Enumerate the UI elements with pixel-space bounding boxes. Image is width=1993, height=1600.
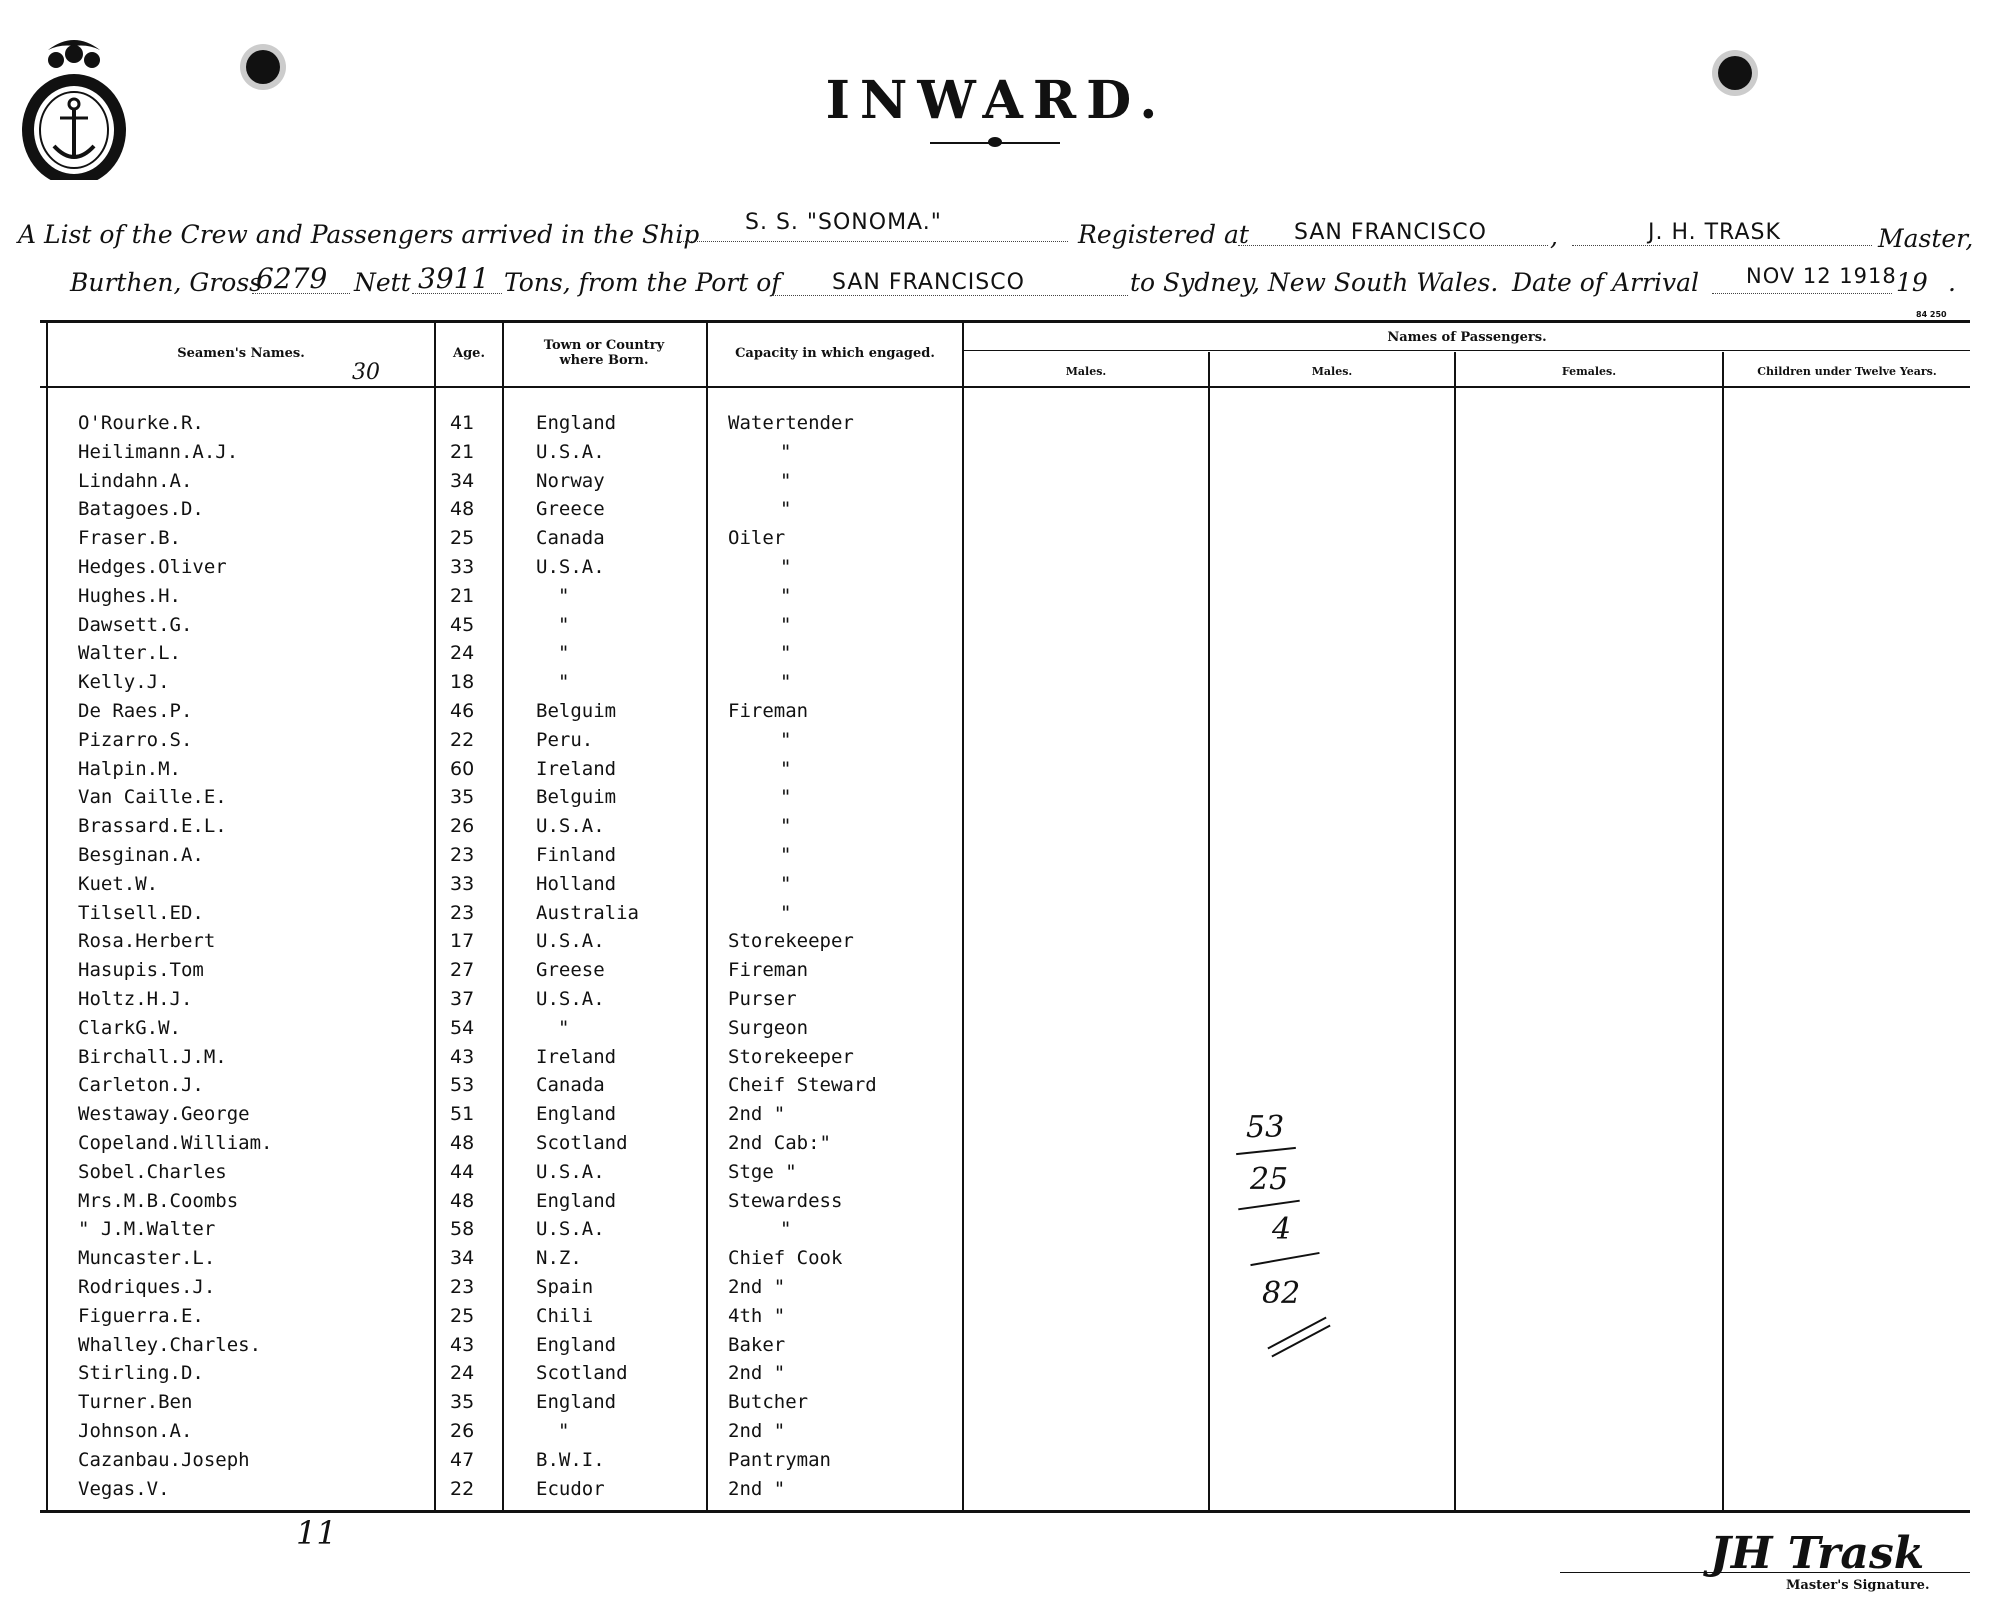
seaman-name: Heilimann.A.J.	[78, 441, 239, 463]
registered-label: Registered at	[1078, 220, 1249, 249]
seaman-birthplace: Belguim	[536, 786, 617, 808]
seaman-capacity: "	[780, 902, 792, 924]
seaman-capacity: 2nd "	[728, 1478, 786, 1500]
seaman-birthplace: U.S.A.	[536, 1218, 605, 1240]
seaman-age: 18	[450, 671, 475, 693]
col-head-age: Age.	[453, 346, 485, 361]
seaman-name: Halpin.M.	[78, 758, 181, 780]
seaman-age: 43	[450, 1046, 475, 1068]
col-rule-age	[434, 322, 436, 1512]
seaman-name: ClarkG.W.	[78, 1017, 181, 1039]
seaman-capacity: "	[780, 729, 792, 751]
seaman-birthplace: Scotland	[536, 1132, 628, 1154]
seaman-name: Johnson.A.	[78, 1420, 193, 1442]
seaman-birthplace: Ireland	[536, 1046, 617, 1068]
destination-label: to Sydney, New South Wales.	[1130, 268, 1499, 297]
seaman-capacity: Fireman	[728, 959, 809, 981]
seaman-age: 25	[450, 1305, 475, 1327]
form-title: INWARD.	[825, 70, 1168, 131]
seaman-capacity: Storekeeper	[728, 930, 854, 952]
seaman-birthplace: Holland	[536, 873, 617, 895]
comma: ,	[1550, 222, 1558, 251]
seaman-capacity: Surgeon	[728, 1017, 809, 1039]
tally-value-2: 25	[1250, 1162, 1289, 1197]
gross-tonnage: 6279	[256, 262, 328, 295]
seaman-name: Brassard.E.L.	[78, 815, 227, 837]
seaman-name: O'Rourke.R.	[78, 412, 204, 434]
seaman-name: " J.M.Walter	[78, 1218, 216, 1240]
seaman-age: 45	[450, 614, 475, 636]
seaman-birthplace: "	[558, 585, 570, 607]
seaman-capacity: "	[780, 873, 792, 895]
seaman-capacity: Baker	[728, 1334, 786, 1356]
seaman-capacity: 2nd "	[728, 1276, 786, 1298]
seaman-capacity: "	[780, 844, 792, 866]
seaman-capacity: 4th "	[728, 1305, 786, 1327]
seaman-name: Muncaster.L.	[78, 1247, 216, 1269]
seaman-capacity: "	[780, 498, 792, 520]
col-head-capacity: Capacity in which engaged.	[735, 346, 935, 361]
seaman-age: 58	[450, 1218, 475, 1240]
seaman-age: 35	[450, 1391, 475, 1413]
seaman-birthplace: U.S.A.	[536, 815, 605, 837]
seaman-age: 35	[450, 786, 475, 808]
seaman-capacity: Storekeeper	[728, 1046, 854, 1068]
col-rule-females	[1454, 352, 1456, 1512]
seaman-name: Batagoes.D.	[78, 498, 204, 520]
col-rule-males2	[1208, 352, 1210, 1512]
seaman-name: Vegas.V.	[78, 1478, 170, 1500]
nett-tonnage: 3911	[418, 262, 490, 295]
nett-label: Nett	[354, 268, 411, 297]
seaman-name: Pizarro.S.	[78, 729, 193, 751]
seaman-capacity: 2nd "	[728, 1362, 786, 1384]
seaman-capacity: 2nd "	[728, 1420, 786, 1442]
seaman-capacity: Watertender	[728, 412, 854, 434]
seaman-birthplace: U.S.A.	[536, 930, 605, 952]
seaman-age: 46	[450, 700, 475, 722]
seaman-name: Van Caille.E.	[78, 786, 227, 808]
seaman-name: Rosa.Herbert	[78, 930, 216, 952]
tons-label: Tons, from the Port of	[504, 268, 781, 297]
seaman-name: Turner.Ben	[78, 1391, 193, 1413]
seaman-name: Carleton.J.	[78, 1074, 204, 1096]
seaman-capacity: "	[780, 671, 792, 693]
tally-value-1: 53	[1246, 1110, 1285, 1145]
form-code: 84 250	[1916, 310, 1947, 319]
line1-prefix: A List of the Crew and Passengers arrived in the Ship	[18, 220, 700, 249]
col-rule-passengers	[962, 322, 964, 1512]
seaman-birthplace: "	[558, 642, 570, 664]
seaman-name: Walter.L.	[78, 642, 181, 664]
seaman-age: 22	[450, 1478, 475, 1500]
col-rule-capacity	[706, 322, 708, 1512]
seaman-birthplace: Norway	[536, 470, 605, 492]
seaman-capacity: Fireman	[728, 700, 809, 722]
ship-fill-line	[678, 240, 1068, 242]
seaman-birthplace: Finland	[536, 844, 617, 866]
seaman-birthplace: "	[558, 614, 570, 636]
seaman-birthplace: Canada	[536, 1074, 605, 1096]
seaman-capacity: "	[780, 441, 792, 463]
year-suffix: 19	[1896, 268, 1928, 297]
seaman-age: 48	[450, 1190, 475, 1212]
seaman-name: Dawsett.G.	[78, 614, 193, 636]
seaman-birthplace: "	[558, 1017, 570, 1039]
col-head-males-2: Males.	[1311, 365, 1353, 378]
registered-port: SAN FRANCISCO	[1294, 220, 1487, 245]
seaman-birthplace: Australia	[536, 902, 639, 924]
seaman-birthplace: Greese	[536, 959, 605, 981]
seaman-birthplace: England	[536, 1334, 617, 1356]
seaman-birthplace: England	[536, 1103, 617, 1125]
table-bottom-rule	[40, 1510, 1970, 1513]
seaman-name: Lindahn.A.	[78, 470, 193, 492]
tally-rule-1	[1236, 1147, 1296, 1155]
seaman-age: 27	[450, 959, 475, 981]
seaman-name: Rodriques.J.	[78, 1276, 216, 1298]
seaman-age: 43	[450, 1334, 475, 1356]
seaman-capacity: Purser	[728, 988, 797, 1010]
arrival-date: NOV 12 1918	[1746, 264, 1897, 288]
seaman-birthplace: "	[558, 1420, 570, 1442]
seaman-birthplace: England	[536, 412, 617, 434]
seaman-age: 34	[450, 1247, 475, 1269]
seaman-birthplace: Ecudor	[536, 1478, 605, 1500]
tally-rule-3	[1250, 1252, 1319, 1266]
seaman-birthplace: Spain	[536, 1276, 594, 1298]
seaman-age: 26	[450, 1420, 475, 1442]
seaman-name: Tilsell.ED.	[78, 902, 204, 924]
seaman-capacity: Chief Cook	[728, 1247, 843, 1269]
seaman-capacity: "	[780, 758, 792, 780]
seaman-age: 23	[450, 1276, 475, 1298]
seaman-capacity: Cheif Steward	[728, 1074, 877, 1096]
seaman-age: 53	[450, 1074, 475, 1096]
seaman-capacity: Stge "	[728, 1161, 797, 1183]
end-period: .	[1948, 268, 1956, 297]
col-rule-children	[1722, 352, 1724, 1512]
seaman-capacity: Oiler	[728, 527, 786, 549]
seaman-name: Sobel.Charles	[78, 1161, 227, 1183]
seaman-age: 23	[450, 902, 475, 924]
ship-name: S. S. "SONOMA."	[745, 210, 942, 235]
seaman-name: Kelly.J.	[78, 671, 170, 693]
signature-label: Master's Signature.	[1786, 1578, 1930, 1593]
signature-line	[1560, 1572, 1970, 1573]
col-rule-born	[502, 322, 504, 1512]
seaman-name: Hasupis.Tom	[78, 959, 204, 981]
seaman-birthplace: Scotland	[536, 1362, 628, 1384]
seaman-birthplace: Greece	[536, 498, 605, 520]
header-handwritten-mark: 30	[352, 360, 380, 385]
col-head-children: Children under Twelve Years.	[1757, 365, 1937, 378]
seaman-birthplace: "	[558, 671, 570, 693]
seaman-age: 51	[450, 1103, 475, 1125]
seaman-age: 25	[450, 527, 475, 549]
seaman-name: Holtz.H.J.	[78, 988, 193, 1010]
passengers-subrule	[964, 350, 1970, 351]
title-ornament	[988, 137, 1002, 147]
bottom-handwritten-mark: 11	[296, 1514, 337, 1552]
seaman-name: Copeland.William.	[78, 1132, 273, 1154]
seaman-capacity: "	[780, 470, 792, 492]
seaman-age: 34	[450, 470, 475, 492]
seaman-capacity: Butcher	[728, 1391, 809, 1413]
from-port: SAN FRANCISCO	[832, 270, 1025, 295]
seaman-age: 33	[450, 873, 475, 895]
seaman-birthplace: Canada	[536, 527, 605, 549]
master-label: Master,	[1878, 224, 1974, 253]
seaman-age: 33	[450, 556, 475, 578]
seaman-age: 17	[450, 930, 475, 952]
burthen-label: Burthen, Gross	[70, 268, 262, 297]
arrival-fill-line	[1712, 292, 1892, 294]
table-top-rule	[40, 320, 1970, 323]
col-head-born: Town or Country where Born.	[543, 338, 665, 368]
seaman-name: Hedges.Oliver	[78, 556, 227, 578]
seaman-birthplace: U.S.A.	[536, 988, 605, 1010]
seaman-name: Hughes.H.	[78, 585, 181, 607]
seaman-capacity: "	[780, 1218, 792, 1240]
seaman-birthplace: Ireland	[536, 758, 617, 780]
seaman-age: 24	[450, 642, 475, 664]
seaman-capacity: "	[780, 642, 792, 664]
seaman-name: Stirling.D.	[78, 1362, 204, 1384]
seaman-age: 47	[450, 1449, 475, 1471]
seaman-birthplace: U.S.A.	[536, 1161, 605, 1183]
tally-value-3: 4	[1272, 1212, 1292, 1247]
col-head-passengers: Names of Passengers.	[1387, 330, 1547, 345]
seaman-birthplace: England	[536, 1190, 617, 1212]
seaman-capacity: "	[780, 614, 792, 636]
seaman-birthplace: Belguim	[536, 700, 617, 722]
seaman-birthplace: Chili	[536, 1305, 594, 1327]
seaman-capacity: "	[780, 815, 792, 837]
tally-rule-2	[1238, 1200, 1300, 1211]
tally-total: 82	[1262, 1276, 1301, 1311]
arrival-label: Date of Arrival	[1512, 268, 1699, 297]
seaman-birthplace: U.S.A.	[536, 441, 605, 463]
seaman-age: 37	[450, 988, 475, 1010]
seaman-birthplace: B.W.I.	[536, 1449, 605, 1471]
seaman-birthplace: N.Z.	[536, 1247, 582, 1269]
seaman-age: 48	[450, 1132, 475, 1154]
col-rule-left	[46, 322, 48, 1512]
seaman-age: 26	[450, 815, 475, 837]
seaman-birthplace: U.S.A.	[536, 556, 605, 578]
seaman-capacity: "	[780, 556, 792, 578]
seaman-age: 21	[450, 441, 475, 463]
col-head-females: Females.	[1561, 365, 1617, 378]
seaman-name: Figuerra.E.	[78, 1305, 204, 1327]
col-head-names: Seamen's Names.	[177, 346, 305, 361]
seaman-name: Fraser.B.	[78, 527, 181, 549]
seaman-name: Mrs.M.B.Coombs	[78, 1190, 239, 1212]
seaman-name: De Raes.P.	[78, 700, 193, 722]
col-head-males-1: Males.	[1065, 365, 1107, 378]
seaman-age: 21	[450, 585, 475, 607]
seaman-capacity: 2nd "	[728, 1103, 786, 1125]
seaman-name: Westaway.George	[78, 1103, 250, 1125]
seaman-name: Whalley.Charles.	[78, 1334, 262, 1356]
seaman-age: 24	[450, 1362, 475, 1384]
seaman-age: 41	[450, 412, 475, 434]
seaman-age: 23	[450, 844, 475, 866]
seaman-age: 48	[450, 498, 475, 520]
table-header-rule	[40, 386, 1970, 388]
seaman-capacity: "	[780, 786, 792, 808]
seaman-capacity: Stewardess	[728, 1190, 843, 1212]
seaman-age: 22	[450, 729, 475, 751]
seaman-capacity: 2nd Cab:"	[728, 1132, 831, 1154]
seaman-capacity: Pantryman	[728, 1449, 831, 1471]
seaman-age: 60	[450, 758, 475, 780]
seaman-name: Birchall.J.M.	[78, 1046, 227, 1068]
seaman-name: Cazanbau.Joseph	[78, 1449, 250, 1471]
master-signature: JH Trask	[1710, 1528, 1925, 1579]
master-name: J. H. TRASK	[1648, 220, 1781, 245]
seaman-birthplace: England	[536, 1391, 617, 1413]
seaman-birthplace: Peru.	[536, 729, 594, 751]
seaman-name: Besginan.A.	[78, 844, 204, 866]
seaman-age: 54	[450, 1017, 475, 1039]
seaman-capacity: "	[780, 585, 792, 607]
seaman-age: 44	[450, 1161, 475, 1183]
seaman-name: Kuet.W.	[78, 873, 159, 895]
